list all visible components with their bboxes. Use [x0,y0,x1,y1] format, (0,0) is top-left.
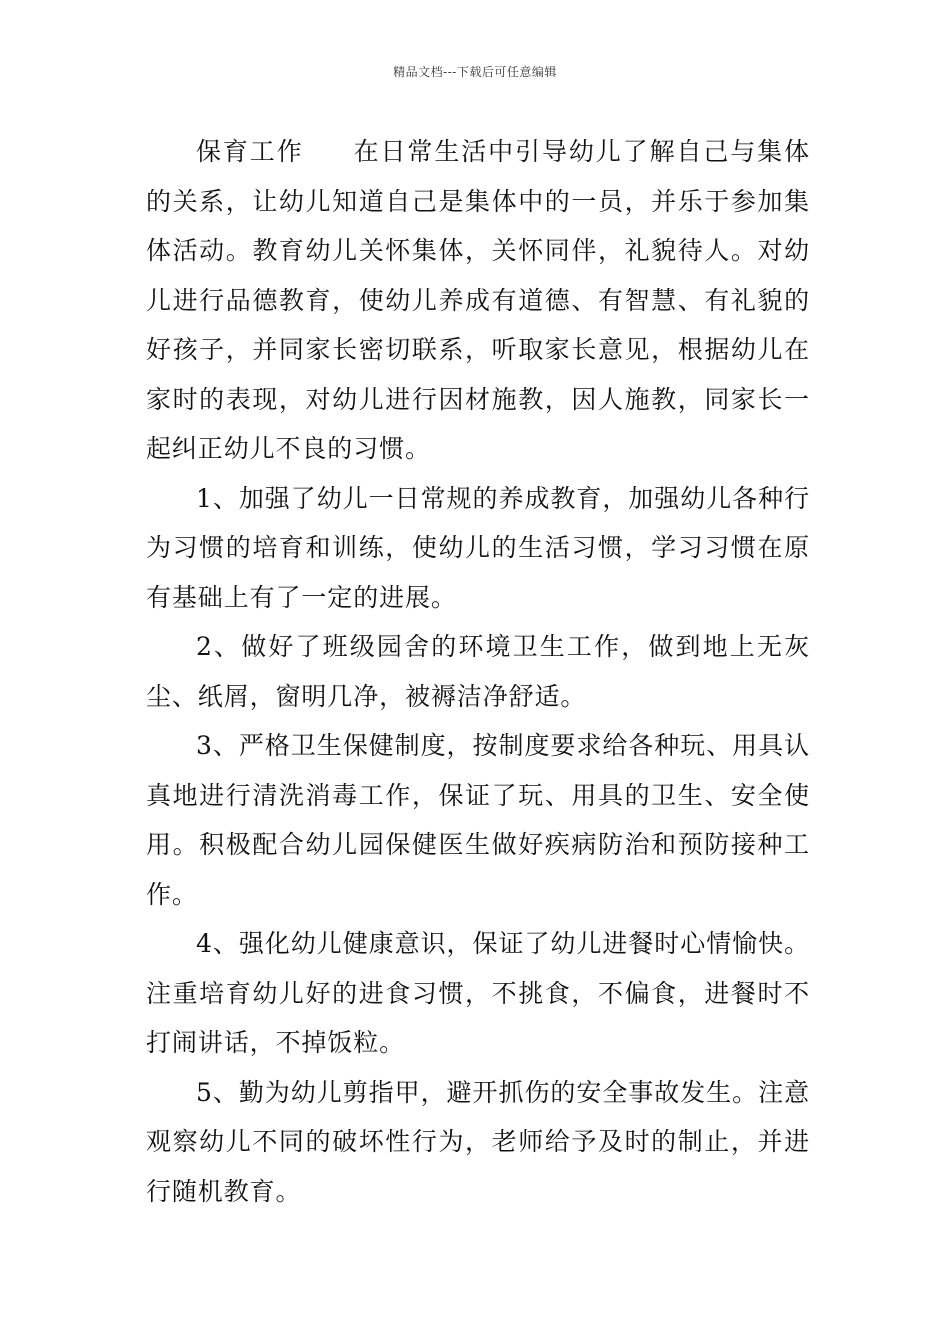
paragraph-text: 在日常生活中引导幼儿了解自己与集体的关系，让幼儿知道自己是集体中的一员，并乐于参加集体活动。教育幼儿关怀集体，关怀同伴，礼貌待人。对幼儿进行品德教育，使幼儿养成有道德、有智慧、有礼貌的好孩子，并同家长密切联系，听取家长意见，根据幼儿在家时的表现，对幼儿进行因材施教，因人施教，同家长一起纠正幼儿不良的习惯。 [146,137,810,463]
paragraph-item-1: 1、加强了幼儿一日常规的养成教育，加强幼儿各种行为习惯的培育和训练，使幼儿的生活习惯，学习习惯在原有基础上有了一定的进展。 [146,483,810,612]
paragraph-item-5: 5、勤为幼儿剪指甲，避开抓伤的安全事故发生。注意观察幼儿不同的破坏性行为，老师给予及时的制止，并进行随机教育。 [146,1077,810,1206]
paragraph-lead-label: 保育工作 [196,137,304,166]
paragraph-item-4: 4、强化幼儿健康意识，保证了幼儿进餐时心情愉快。注重培育幼儿好的进食习惯，不挑食，不偏食，进餐时不打闹讲话，不掉饭粒。 [146,929,810,1057]
document-body [146,127,810,1216]
paragraph-childcare-work [146,127,810,474]
paragraph-item-2: 2、做好了班级园舍的环境卫生工作，做到地上无灰尘、纸屑，窗明几净，被褥洁净舒适。 [146,632,810,711]
paragraph-item-3: 3、严格卫生保健制度，按制度要求给各种玩、用具认真地进行清洗消毒工作，保证了玩、用具的卫生、安全使用。积极配合幼儿园保健医生做好疾病防治和预防接种工作。 [146,731,810,909]
page-header: 精品文档---下载后可任意编辑 [393,65,557,79]
